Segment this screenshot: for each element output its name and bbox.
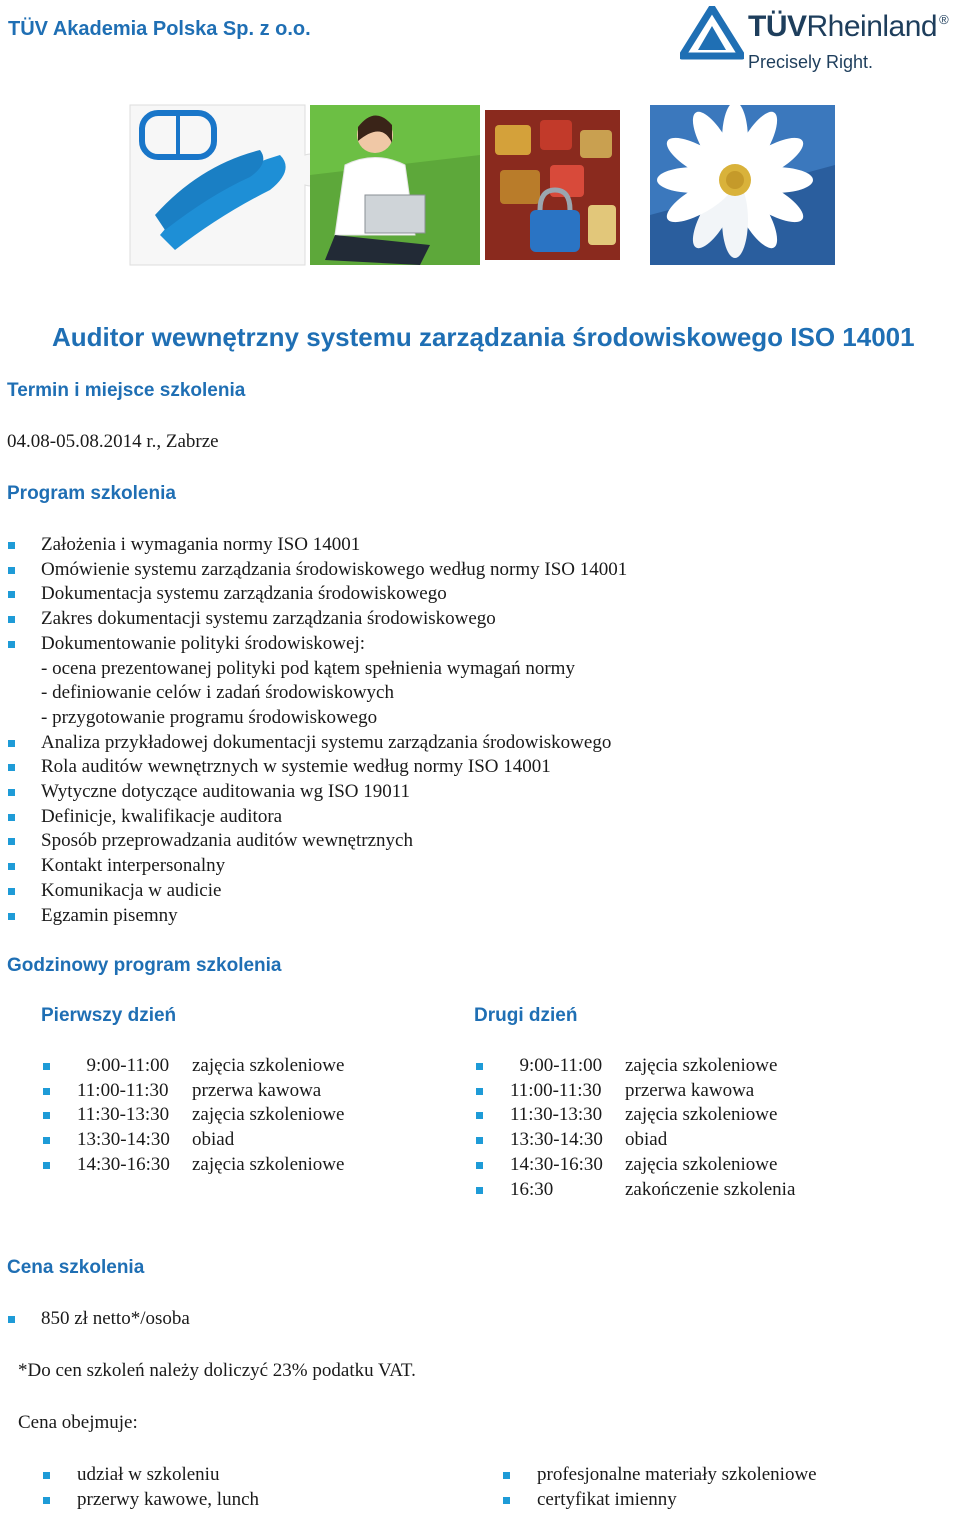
program-item: Egzamin pisemny xyxy=(41,904,627,929)
program-item: Definicje, kwalifikacje auditora xyxy=(41,805,627,830)
schedule-time: 11:30-13:30 xyxy=(77,1104,170,1126)
schedule-heading: Godzinowy program szkolenia xyxy=(7,955,282,976)
square-bullet-icon xyxy=(8,542,15,549)
program-heading: Program szkolenia xyxy=(7,483,176,504)
square-bullet-icon xyxy=(8,616,15,623)
schedule-activity: obiad xyxy=(192,1129,235,1151)
schedule-row xyxy=(77,1103,344,1128)
day1-schedule xyxy=(77,1054,344,1178)
company-name: TÜV Akademia Polska Sp. z o.o. xyxy=(8,18,311,40)
schedule-row xyxy=(510,1079,795,1104)
schedule-activity: zajęcia szkoleniowe xyxy=(625,1055,778,1076)
square-bullet-icon xyxy=(8,789,15,796)
program-item: Dokumentacja systemu zarządzania środowiskowego xyxy=(41,582,627,607)
schedule-time: 9:00-11:00 xyxy=(510,1055,603,1076)
course-title: Auditor wewnętrzny systemu zarządzania środowiskowego ISO 14001 xyxy=(52,322,915,352)
vat-note: *Do cen szkoleń należy doliczyć 23% podatku VAT. xyxy=(18,1360,416,1381)
program-subitem: - przygotowanie programu środowiskowego xyxy=(41,706,378,728)
schedule-time: 13:30-14:30 xyxy=(510,1129,603,1151)
schedule-row xyxy=(510,1103,795,1128)
square-bullet-icon xyxy=(476,1162,483,1169)
square-bullet-icon xyxy=(8,567,15,574)
square-bullet-icon xyxy=(8,641,15,648)
schedule-row xyxy=(77,1054,344,1079)
square-bullet-icon xyxy=(476,1112,483,1119)
program-item: Analiza przykładowej dokumentacji systemu zarządzania środowiskowego xyxy=(41,731,627,756)
white-daisy-icon xyxy=(650,102,835,265)
program-item: Założenia i wymagania normy ISO 14001 xyxy=(41,533,627,558)
program-item: Sposób przeprowadzania auditów wewnętrznych xyxy=(41,829,627,854)
square-bullet-icon xyxy=(8,764,15,771)
square-bullet-icon xyxy=(476,1187,483,1194)
includes-item: przerwy kawowe, lunch xyxy=(77,1488,259,1513)
schedule-row xyxy=(77,1153,344,1178)
square-bullet-icon xyxy=(8,740,15,747)
square-bullet-icon xyxy=(43,1063,50,1070)
square-bullet-icon xyxy=(476,1063,483,1070)
square-bullet-icon xyxy=(43,1472,50,1479)
schedule-row xyxy=(77,1128,344,1153)
schedule-time: 14:30-16:30 xyxy=(77,1153,170,1175)
program-item: Wytyczne dotyczące auditowania wg ISO 19011 xyxy=(41,780,627,805)
square-bullet-icon xyxy=(43,1112,50,1119)
square-bullet-icon xyxy=(43,1137,50,1144)
schedule-row xyxy=(510,1153,795,1178)
day2-heading: Drugi dzień xyxy=(474,1005,578,1026)
schedule-activity: zakończenie szkolenia xyxy=(625,1178,796,1200)
logo-wordmark: TÜVRheinland ® xyxy=(748,10,949,43)
square-bullet-icon xyxy=(503,1472,510,1479)
square-bullet-icon xyxy=(43,1497,50,1504)
schedule-time: 9:00-11:00 xyxy=(77,1055,170,1076)
program-item: Kontakt interpersonalny xyxy=(41,854,627,879)
square-bullet-icon xyxy=(8,888,15,895)
triangle-logo-icon xyxy=(680,6,744,62)
tuv-rheinland-logo xyxy=(678,2,958,78)
includes-list-right xyxy=(537,1463,817,1512)
program-item: Rola auditów wewnętrznych w systemie według normy ISO 14001 xyxy=(41,755,627,780)
schedule-activity: zajęcia szkoleniowe xyxy=(625,1104,778,1126)
diving-mask-and-fins-icon xyxy=(130,105,320,265)
square-bullet-icon xyxy=(8,913,15,920)
day1-heading: Pierwszy dzień xyxy=(41,1005,177,1026)
schedule-activity: zajęcia szkoleniowe xyxy=(192,1104,345,1126)
square-bullet-icon xyxy=(8,1316,15,1323)
schedule-time: 14:30-16:30 xyxy=(510,1153,603,1175)
schedule-time: 11:00-11:30 xyxy=(77,1079,169,1101)
price-list xyxy=(41,1307,190,1332)
square-bullet-icon xyxy=(8,591,15,598)
includes-item: udział w szkoleniu xyxy=(77,1463,259,1488)
schedule-row xyxy=(77,1079,344,1104)
padlocks-icon xyxy=(485,110,620,260)
program-item: Komunikacja w audicie xyxy=(41,879,627,904)
term-heading: Termin i miejsce szkolenia xyxy=(7,380,246,401)
day2-schedule xyxy=(510,1054,795,1202)
square-bullet-icon xyxy=(43,1088,50,1095)
price-value: 850 zł netto*/osoba xyxy=(41,1307,190,1332)
logo-tagline: Precisely Right. xyxy=(748,52,874,72)
square-bullet-icon xyxy=(503,1497,510,1504)
includes-item: profesjonalne materiały szkoleniowe xyxy=(537,1463,817,1488)
schedule-row xyxy=(510,1128,795,1153)
price-heading: Cena szkolenia xyxy=(7,1257,145,1278)
term-value: 04.08-05.08.2014 r., Zabrze xyxy=(7,431,219,452)
includes-label: Cena obejmuje: xyxy=(18,1412,138,1433)
schedule-time: 11:00-11:30 xyxy=(510,1079,602,1101)
schedule-time: 11:30-13:30 xyxy=(510,1104,603,1126)
schedule-activity: zajęcia szkoleniowe xyxy=(625,1153,778,1175)
schedule-activity: zajęcia szkoleniowe xyxy=(192,1055,345,1076)
schedule-activity: obiad xyxy=(625,1129,668,1151)
square-bullet-icon xyxy=(476,1137,483,1144)
schedule-activity: przerwa kawowa xyxy=(625,1079,755,1101)
program-item: Dokumentowanie polityki środowiskowej: xyxy=(41,632,627,657)
square-bullet-icon xyxy=(476,1088,483,1095)
square-bullet-icon xyxy=(43,1162,50,1169)
schedule-time: 13:30-14:30 xyxy=(77,1129,170,1151)
woman-with-laptop-icon xyxy=(310,105,480,265)
includes-list-left xyxy=(77,1463,259,1512)
square-bullet-icon xyxy=(8,863,15,870)
program-item: Omówienie systemu zarządzania środowiskowego według normy ISO 14001 xyxy=(41,558,627,583)
square-bullet-icon xyxy=(8,814,15,821)
program-subitem: - definiowanie celów i zadań środowiskowych xyxy=(41,682,394,704)
square-bullet-icon xyxy=(8,838,15,845)
schedule-row xyxy=(510,1054,795,1079)
schedule-row xyxy=(510,1178,795,1203)
program-subitem: - ocena prezentowanej polityki pod kątem spełnienia wymagań normy xyxy=(41,657,575,679)
includes-item: certyfikat imienny xyxy=(537,1488,817,1513)
schedule-activity: przerwa kawowa xyxy=(192,1079,322,1101)
program-list xyxy=(41,533,627,928)
schedule-activity: zajęcia szkoleniowe xyxy=(192,1153,345,1175)
program-item: Zakres dokumentacji systemu zarządzania środowiskowego xyxy=(41,607,627,632)
puzzle-banner-image xyxy=(120,95,840,275)
schedule-time: 16:30 xyxy=(510,1178,554,1200)
